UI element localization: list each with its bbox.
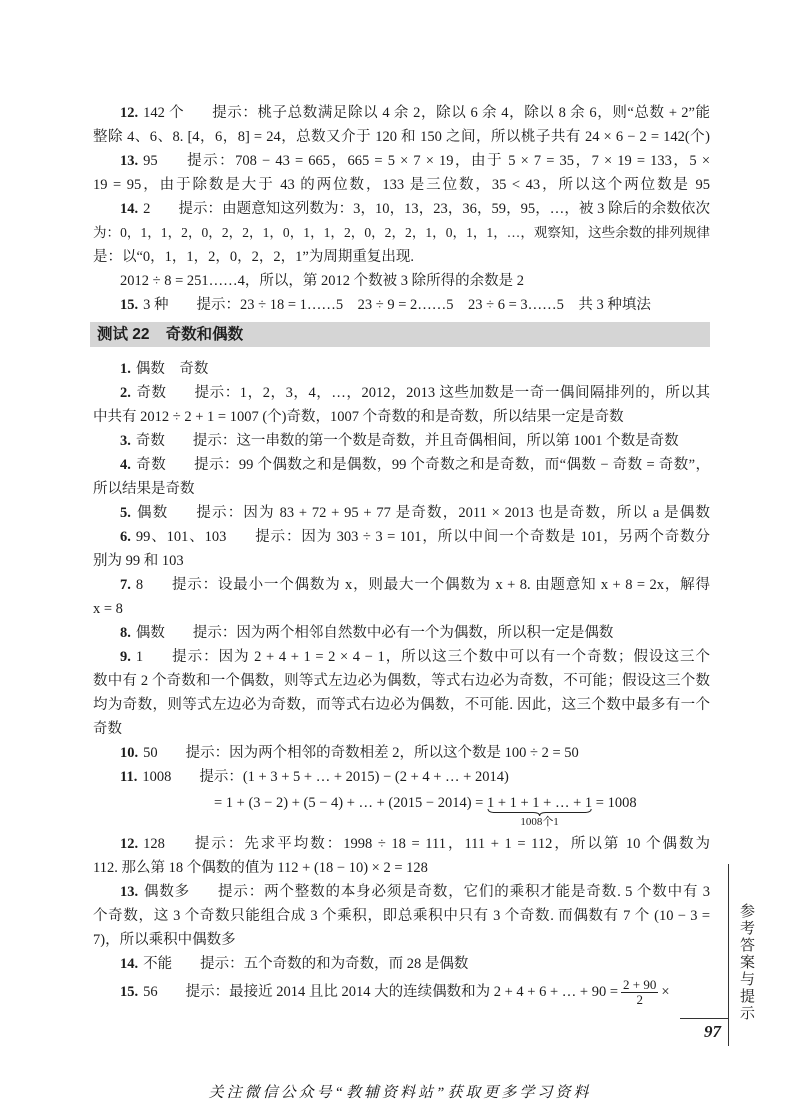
section-answers: [93, 357, 710, 1007]
item-hint: 提示：因为两个相邻的奇数相差 2，所以这个数是 100 ÷ 2 = 50: [185, 745, 579, 761]
hint-continuation: 112. 那么第 18 个偶数的值为 112 + (18 − 10) × 2 = 128: [93, 860, 428, 876]
item-hint: 提示：1，2，3，4，…，2012，2013 这些加数是一奇一偶间隔排列的，所以其: [194, 385, 710, 401]
fraction-denominator: 2: [636, 992, 643, 1007]
answer-line: [93, 645, 710, 669]
answer-line: [93, 621, 710, 645]
item-answer: 奇数: [135, 433, 165, 449]
item-answer: 不能: [143, 956, 173, 972]
answer-line: [93, 429, 710, 453]
answer-line: [93, 501, 710, 525]
item-hint: 提示：708 − 43 = 665，665 = 5 × 7 × 19，由于 5 × 7 = 35，7 × 19 = 133，5 ×: [185, 153, 710, 169]
hint-continuation: 别为 99 和 103: [93, 553, 184, 569]
item-hint: 提示：因为 303 ÷ 3 = 101，所以中间一个奇数是 101，另两个奇数分: [254, 529, 710, 545]
item-answer: 1008: [142, 769, 172, 785]
item-hint: 提示：两个整数的本身必须是奇数，它们的乘积才能是奇数. 5 个数中有 3: [218, 884, 710, 900]
answer-line: [93, 525, 710, 549]
item-answer: 奇数: [135, 385, 167, 401]
item-number: 6.: [120, 529, 131, 545]
item-number: 8.: [120, 625, 131, 641]
item-hint: 提示：这一串数的第一个数是奇数，并且奇偶相间，所以第 1001 个数是奇数: [192, 433, 679, 449]
item-number: 9.: [120, 649, 131, 665]
answer-line: [93, 977, 710, 1007]
item-answer: 128: [143, 836, 165, 852]
item-hint: 提示：99 个偶数之和是偶数，99 个奇数之和是奇数，而“偶数 − 奇数 = 奇数”，: [194, 457, 710, 473]
underbrace-expression: 1 + 1 + 1 + … + 1: [486, 795, 593, 811]
answer-line: [93, 573, 710, 597]
equation-suffix: = 1008: [592, 795, 637, 811]
answer-line: [93, 293, 710, 317]
item-hint: 提示：因为 2 + 4 + 1 = 2 × 4 − 1，所以这三个数中可以有一个奇数；假设这三个: [171, 649, 710, 665]
item-number: 13.: [120, 153, 139, 169]
answer-line: [93, 101, 710, 125]
item-answer: 8: [135, 577, 144, 593]
item-number: 15.: [120, 983, 139, 1000]
item-answer: 3 种: [143, 297, 169, 313]
item-answer: 56: [143, 983, 158, 1000]
item-answer: 偶数多: [143, 884, 191, 900]
item-hint: 提示：最接近 2014 且比 2014 大的连续偶数和为 2 + 4 + 6 + … + 90 =: [185, 983, 619, 1000]
answer-line: [93, 357, 710, 381]
answer-line: [93, 381, 710, 405]
side-tab-rule: [728, 864, 729, 1046]
hint-continuation: 为：0，1，1，2，0，2，2，1，0，1，1，2，0，2，2，1，0，1，1，…，观察知，这些余数的排列规律: [93, 225, 710, 240]
equation-line: [93, 791, 710, 828]
item-answer: 99、101、103: [135, 529, 227, 545]
hint-note: 2012 ÷ 8 = 251……4，所以，第 2012 个数被 3 除所得的余数是 2: [120, 273, 525, 289]
hint-continuation: 奇数: [93, 721, 122, 737]
hint-suffix: ×: [661, 983, 670, 1000]
item-answer: 偶数: [135, 505, 169, 521]
hint-continuation: 整除 4、6、8. [4，6，8] = 24，总数又介于 120 和 150 之间，所以桃子共有 24 × 6 − 2 = 142(个): [93, 129, 710, 145]
hint-continuation: 数中有 2 个奇数和一个偶数，则等式左边必为偶数，等式右边必为奇数，不可能；假设这三个数: [93, 673, 710, 689]
side-tab-label: 参考答案与提示: [738, 903, 754, 1022]
item-answer: 50: [143, 745, 158, 761]
fraction: [621, 978, 658, 1007]
item-hint: 提示：桃子总数满足除以 4 余 2，除以 6 余 4，除以 8 余 6，则“总数 + 2”能: [212, 105, 710, 121]
hint-continuation: 均为奇数，则等式左边必为奇数，而等式右边必为偶数，不可能. 因此，这三个数中最多有一个: [93, 697, 710, 713]
item-number: 11.: [120, 769, 138, 785]
hint-continuation: x = 8: [93, 601, 123, 617]
page-number: 97: [680, 1018, 728, 1044]
hint-continuation: 19 = 95，由于除数是大于 43 的两位数，133 是三位数，35 < 43，所以这个两位数是 95: [93, 177, 710, 193]
item-number: 2.: [120, 385, 131, 401]
item-hint: 提示：23 ÷ 18 = 1……5 23 ÷ 9 = 2……5 23 ÷ 6 = 3……5 共 3 种填法: [196, 297, 651, 313]
previous-answers: [93, 101, 710, 317]
answer-line: [93, 741, 710, 765]
item-number: 1.: [120, 361, 131, 377]
underbrace-icon: [487, 809, 592, 816]
section-label: 测试 22: [97, 326, 150, 343]
item-number: 14.: [120, 201, 139, 217]
item-answer: 142 个: [143, 105, 185, 121]
section-heading: [90, 322, 710, 347]
item-hint: 提示：因为两个相邻自然数中必有一个为偶数，所以积一定是偶数: [192, 625, 614, 641]
hint-continuation: 所以结果是奇数: [93, 481, 195, 497]
item-hint: 提示：设最小一个偶数为 x，则最大一个偶数为 x + 8. 由题意知 x + 8 = 2x，解得: [171, 577, 710, 593]
hint-continuation: 个奇数，这 3 个奇数只能组合成 3 个乘积，即总乘积中只有 3 个奇数. 而偶数有 7 个 (10 − 3 =: [93, 908, 710, 924]
item-number: 14.: [120, 956, 139, 972]
answer-line: [93, 952, 710, 976]
answer-line: [93, 197, 710, 221]
footer-notice: 关注微信公众号“教辅资料站”获取更多学习资料: [208, 1085, 592, 1101]
item-number: 12.: [120, 105, 139, 121]
item-number: 5.: [120, 505, 131, 521]
item-number: 7.: [120, 577, 131, 593]
item-answer: 1: [135, 649, 144, 665]
hint-continuation: 是：以“0，1，1，2，0，2，2，1”为周期重复出现.: [93, 249, 414, 265]
item-number: 13.: [120, 884, 139, 900]
answer-line: [93, 880, 710, 904]
item-number: 3.: [120, 433, 131, 449]
item-answer: 95: [143, 153, 158, 169]
underbrace-label: 1008个1: [520, 816, 559, 828]
hint-continuation: 中共有 2012 ÷ 2 + 1 = 1007 (个)奇数，1007 个奇数的和是奇数，所以结果一定是奇数: [93, 409, 624, 425]
item-number: 4.: [120, 457, 131, 473]
answer-line: [93, 453, 710, 477]
section-title: 奇数和偶数: [165, 326, 244, 343]
item-answer: 偶数 奇数: [135, 361, 209, 377]
item-answer: 奇数: [135, 457, 167, 473]
item-hint: 提示：先求平均数：1998 ÷ 18 = 111，111 + 1 = 112，所以第 10 个偶数为: [192, 836, 710, 852]
item-hint: 提示：(1 + 3 + 5 + … + 2015) − (2 + 4 + … + 2014): [199, 769, 509, 785]
item-number: 12.: [120, 836, 139, 852]
fraction-numerator: 2 + 90: [623, 977, 657, 992]
item-hint: 提示：因为 83 + 72 + 95 + 77 是奇数，2011 × 2013 也是奇数，所以 a 是偶数: [196, 505, 710, 521]
equation-prefix: = 1 + (3 − 2) + (5 − 4) + … + (2015 − 2014) =: [214, 795, 487, 811]
answer-line: [93, 832, 710, 856]
hint-continuation: 7)，所以乘积中偶数多: [93, 932, 236, 948]
item-number: 10.: [120, 745, 139, 761]
item-answer: 2: [143, 201, 151, 217]
item-hint: 提示：五个奇数的和为奇数，而 28 是偶数: [200, 956, 469, 972]
item-hint: 提示：由题意知这列数为：3，10，13，23，36，59，95，…，被 3 除后的余数依次: [178, 201, 710, 217]
answer-line: [93, 765, 710, 789]
underbrace-group: [486, 791, 593, 828]
item-number: 15.: [120, 297, 139, 313]
answer-line: [93, 149, 710, 173]
item-answer: 偶数: [135, 625, 165, 641]
